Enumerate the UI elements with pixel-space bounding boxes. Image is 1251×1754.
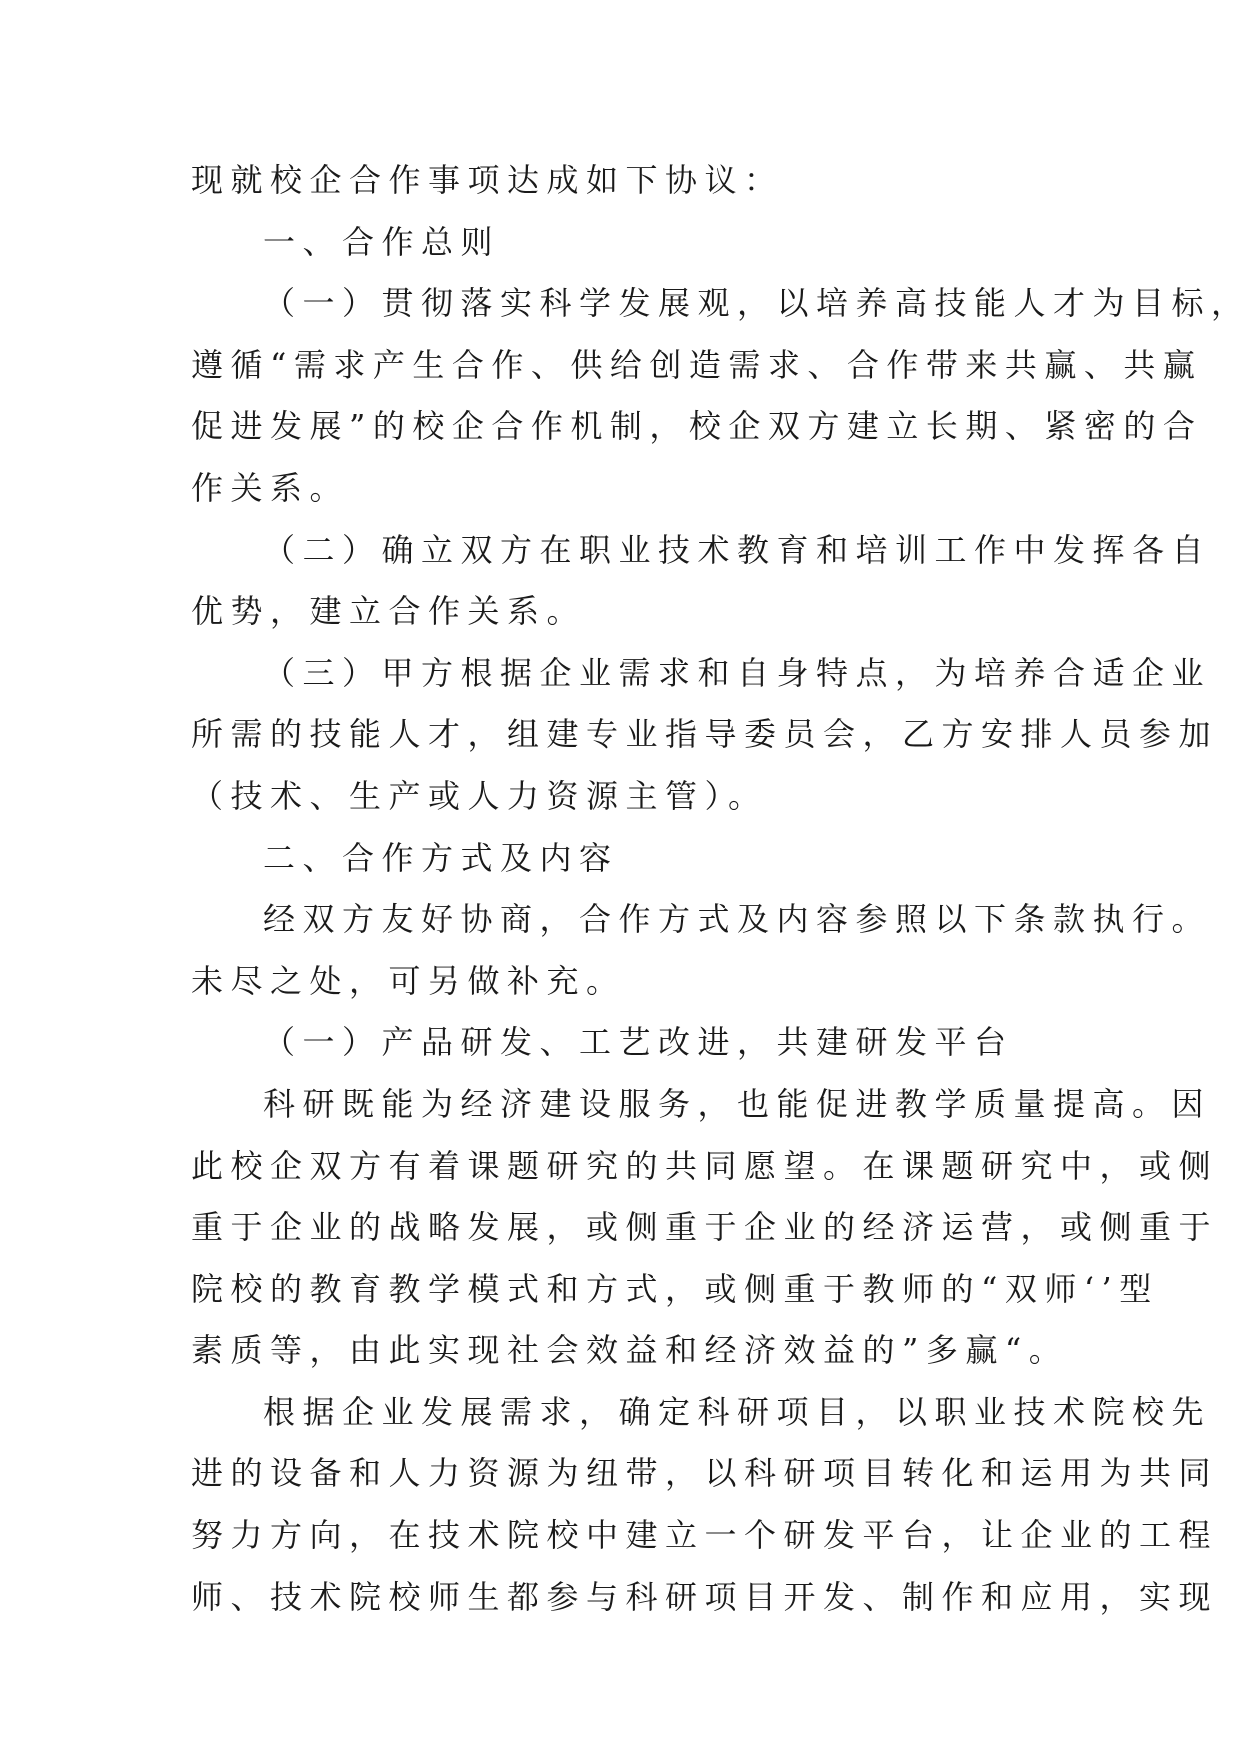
text-line: 努力方向，在技术院校中建立一个研发平台，让企业的工程 [191,1516,1219,1555]
text-line: 此校企双方有着课题研究的共同愿望。在课题研究中，或侧 [191,1146,1219,1185]
text-line: 经双方友好协商，合作方式及内容参照以下条款执行。 [263,900,1212,939]
text-line: 科研既能为经济建设服务，也能促进教学质量提高。因 [263,1084,1212,1123]
section-heading: 二、合作方式及内容 [263,838,619,877]
text-line: 未尽之处，可另做补充。 [191,961,626,1000]
text-line: 优势，建立合作关系。 [191,592,587,631]
document-page [191,150,1251,1628]
text-line: 促进发展”的校企合作机制，校企双方建立长期、紧密的合 [191,407,1203,446]
text-line: 院校的教育教学模式和方式，或侧重于教师的“双师‘’型 [191,1269,1159,1308]
text-line: （技术、生产或人力资源主管）。 [191,776,768,815]
text-line: 师、技术院校师生都参与科研项目开发、制作和应用，实现 [191,1577,1219,1616]
text-line: （一）贯彻落实科学发展观，以培养高技能人才为目标， [263,284,1251,323]
text-line: 根据企业发展需求，确定科研项目，以职业技术院校先 [263,1392,1212,1431]
text-line: 进的设备和人力资源为纽带，以科研项目转化和运用为共同 [191,1454,1219,1493]
text-line: 素质等，由此实现社会效益和经济效益的”多赢“。 [191,1331,1069,1370]
text-line: （三）甲方根据企业需求和自身特点，为培养合适企业 [263,653,1212,692]
section-heading: 一、合作总则 [263,222,501,261]
text-line: 现就校企合作事项达成如下协议： [191,161,784,199]
text-line: （二）确立双方在职业技术教育和培训工作中发挥各自 [263,530,1212,569]
subsection-heading: （一）产品研发、工艺改进，共建研发平台 [263,1023,1014,1062]
text-line: 遵循“需求产生合作、供给创造需求、合作带来共赢、共赢 [191,345,1203,384]
text-line: 作关系。 [191,468,350,507]
text-line: 所需的技能人才，组建专业指导委员会，乙方安排人员参加 [191,715,1219,754]
text-line: 重于企业的战略发展，或侧重于企业的经济运营，或侧重于 [191,1208,1219,1247]
